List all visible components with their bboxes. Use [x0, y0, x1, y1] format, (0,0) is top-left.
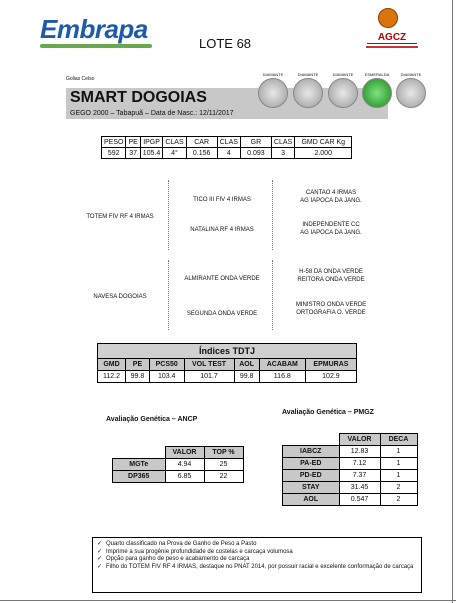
- perf-header: CLAS: [163, 137, 186, 148]
- award-label-4: ESMERALDA: [364, 72, 390, 77]
- pedigree-dds-2: ORTOGRAFIA O. VERDE: [296, 310, 366, 316]
- pedigree-dam-dam: SEGUNDA ONDA VERDE: [186, 311, 258, 317]
- pedigree-sire-dam: NATALINA RF 4 IRMAS: [190, 227, 254, 233]
- award-medal-icon: [258, 78, 288, 108]
- pmgz-deca: 1: [380, 458, 417, 470]
- pmgz-deca: 2: [380, 494, 417, 506]
- note-item: ✓ Filho do TOTEM FIV RF 4 IRMAS, destaque no PNAT 2014, por possuir racial e excelente conformação de carcaça: [97, 564, 417, 572]
- award-medal-green-icon: [362, 78, 392, 108]
- pmgz-valor: 7.37: [339, 470, 380, 482]
- pedigree-sire-sire: TICO III FIV 4 IRMAS: [193, 197, 251, 203]
- pedigree-sss-1: CANTAO 4 IRMAS: [305, 190, 357, 196]
- tdtj-value: 102.9: [305, 371, 356, 383]
- ancp-title: Avaliação Genética – ANCP: [106, 416, 198, 423]
- ancp-table: [112, 446, 244, 483]
- tdtj-header: GMD: [98, 359, 126, 371]
- pmgz-row-label: PD-ED: [283, 470, 340, 482]
- tdtj-value: 116.8: [259, 371, 305, 383]
- award-label-3: DIAMANTE: [332, 72, 354, 77]
- pmgz-valor: 31.45: [339, 482, 380, 494]
- tdtj-value: 99.8: [234, 371, 259, 383]
- tdtj-header: ACABAM: [259, 359, 305, 371]
- perf-header: GMD CAR Kg: [295, 137, 352, 148]
- pmgz-deca: 2: [380, 482, 417, 494]
- ancp-corner: [113, 447, 166, 459]
- page-frame-right: [452, 0, 453, 603]
- perf-value: 0.093: [240, 148, 271, 159]
- pmgz-valor: 7.12: [339, 458, 380, 470]
- tdtj-table: [97, 343, 357, 383]
- tdtj-value: 103.4: [149, 371, 184, 383]
- note-item: ✓ Opção para ganho de peso e acabamento de carcaça: [97, 556, 417, 564]
- ancp-top: 22: [204, 471, 243, 483]
- pedigree-divider: [168, 180, 169, 250]
- agcz-underline: [366, 46, 418, 48]
- pmgz-corner: [283, 434, 340, 446]
- pmgz-row-label: IABCZ: [283, 446, 340, 458]
- perf-value: 2.000: [295, 148, 352, 159]
- ancp-top: 25: [204, 459, 243, 471]
- pedigree-divider: [168, 260, 169, 330]
- performance-table: [101, 136, 352, 159]
- pmgz-row-label: STAY: [283, 482, 340, 494]
- animal-subtitle: GEGO 2000 – Tabapuã – Data de Nasc.: 12/11/2017: [66, 108, 388, 119]
- pedigree-sire: TOTEM FIV RF 4 IRMAS: [86, 214, 154, 220]
- note-item: ✓ Quarto classificado na Prova de Ganho de Peso a Pasto: [97, 541, 417, 549]
- ancp-header: VALOR: [165, 447, 204, 459]
- award-medal-icon: [396, 78, 426, 108]
- pedigree-sss-2: AG IAPOCA DA JANG.: [300, 198, 362, 204]
- tdtj-header: PCS50: [149, 359, 184, 371]
- animal-name: SMART DOGOIAS: [70, 89, 207, 106]
- pmgz-valor: 0.547: [339, 494, 380, 506]
- tdtj-header: EPMURAS: [305, 359, 356, 371]
- pmgz-valor: 12.83: [339, 446, 380, 458]
- embrapa-logo-swoosh: [40, 44, 152, 48]
- pedigree-sds-1: INDEPENDENTE CC: [302, 222, 360, 228]
- tdtj-value: 112.2: [98, 371, 126, 383]
- pmgz-header: VALOR: [339, 434, 380, 446]
- pedigree-dam: NAVESA DOGOIAS: [93, 294, 147, 300]
- pmgz-title: Avaliação Genética – PMGZ: [282, 409, 374, 416]
- note-item: ✓ Imprime a sua progênie profundidade de costelas e carcaça volumosa: [97, 549, 417, 557]
- perf-header: CLAS: [271, 137, 294, 148]
- pmgz-row-label: AOL: [283, 494, 340, 506]
- perf-header: PESO: [102, 137, 126, 148]
- agcz-emblem-icon: [378, 8, 398, 28]
- pmgz-deca: 1: [380, 446, 417, 458]
- pedigree-sds-2: AG IAPOCA DA JANG.: [300, 230, 362, 236]
- embrapa-logo: Embrapa: [40, 14, 148, 44]
- perf-value: 3: [271, 148, 294, 159]
- tdtj-header: AOL: [234, 359, 259, 371]
- perf-header: CLAS: [217, 137, 240, 148]
- perf-value: 592: [102, 148, 126, 159]
- perf-header: CAR: [186, 137, 217, 148]
- award-label-1: DIAMANTE: [262, 72, 284, 77]
- notes-box: [92, 537, 422, 593]
- pmgz-deca: 1: [380, 470, 417, 482]
- page-frame-bottom: [0, 600, 456, 601]
- award-medal-icon: [328, 78, 358, 108]
- perf-value: 105.4: [140, 148, 163, 159]
- pmgz-table: [282, 433, 418, 506]
- tdtj-title: Índices TDTJ: [98, 344, 357, 359]
- perf-header: IPGP: [140, 137, 163, 148]
- ancp-valor: 4.94: [165, 459, 204, 471]
- tdtj-value: 99.8: [126, 371, 150, 383]
- perf-value: 4: [217, 148, 240, 159]
- lote-title: LOTE 68: [199, 36, 252, 51]
- pedigree-divider: [272, 180, 273, 250]
- perf-value: 4°: [163, 148, 186, 159]
- pedigree-dds-1: MINISTRO ONDA VERDE: [295, 302, 367, 308]
- tdtj-header: VOL TEST: [184, 359, 234, 371]
- pmgz-header: DECA: [380, 434, 417, 446]
- pedigree-dss-2: REITORA ONDA VERDE: [297, 277, 365, 283]
- ancp-row-label: DP365: [113, 471, 166, 483]
- perf-header: PE: [126, 137, 140, 148]
- pmgz-row-label: PA-ED: [283, 458, 340, 470]
- pedigree-dss-1: H-58 DA ONDA VERDE: [299, 269, 363, 275]
- award-label-2: DIAMANTE: [297, 72, 319, 77]
- tdtj-header: PE: [126, 359, 150, 371]
- agcz-logo: AGCZ: [367, 32, 417, 44]
- award-medal-icon: [293, 78, 323, 108]
- pedigree-dam-sire: ALMIRANTE ONDA VERDE: [184, 276, 260, 282]
- tdtj-value: 101.7: [184, 371, 234, 383]
- perf-header: GR: [240, 137, 271, 148]
- perf-value: 37: [126, 148, 140, 159]
- ancp-valor: 6.85: [165, 471, 204, 483]
- gir-label: Golias Celso: [66, 76, 95, 82]
- ancp-row-label: MGTe: [113, 459, 166, 471]
- award-label-5: DIAMANTE: [400, 72, 422, 77]
- perf-value: 0.156: [186, 148, 217, 159]
- pedigree-divider: [272, 260, 273, 330]
- ancp-header: TOP %: [204, 447, 243, 459]
